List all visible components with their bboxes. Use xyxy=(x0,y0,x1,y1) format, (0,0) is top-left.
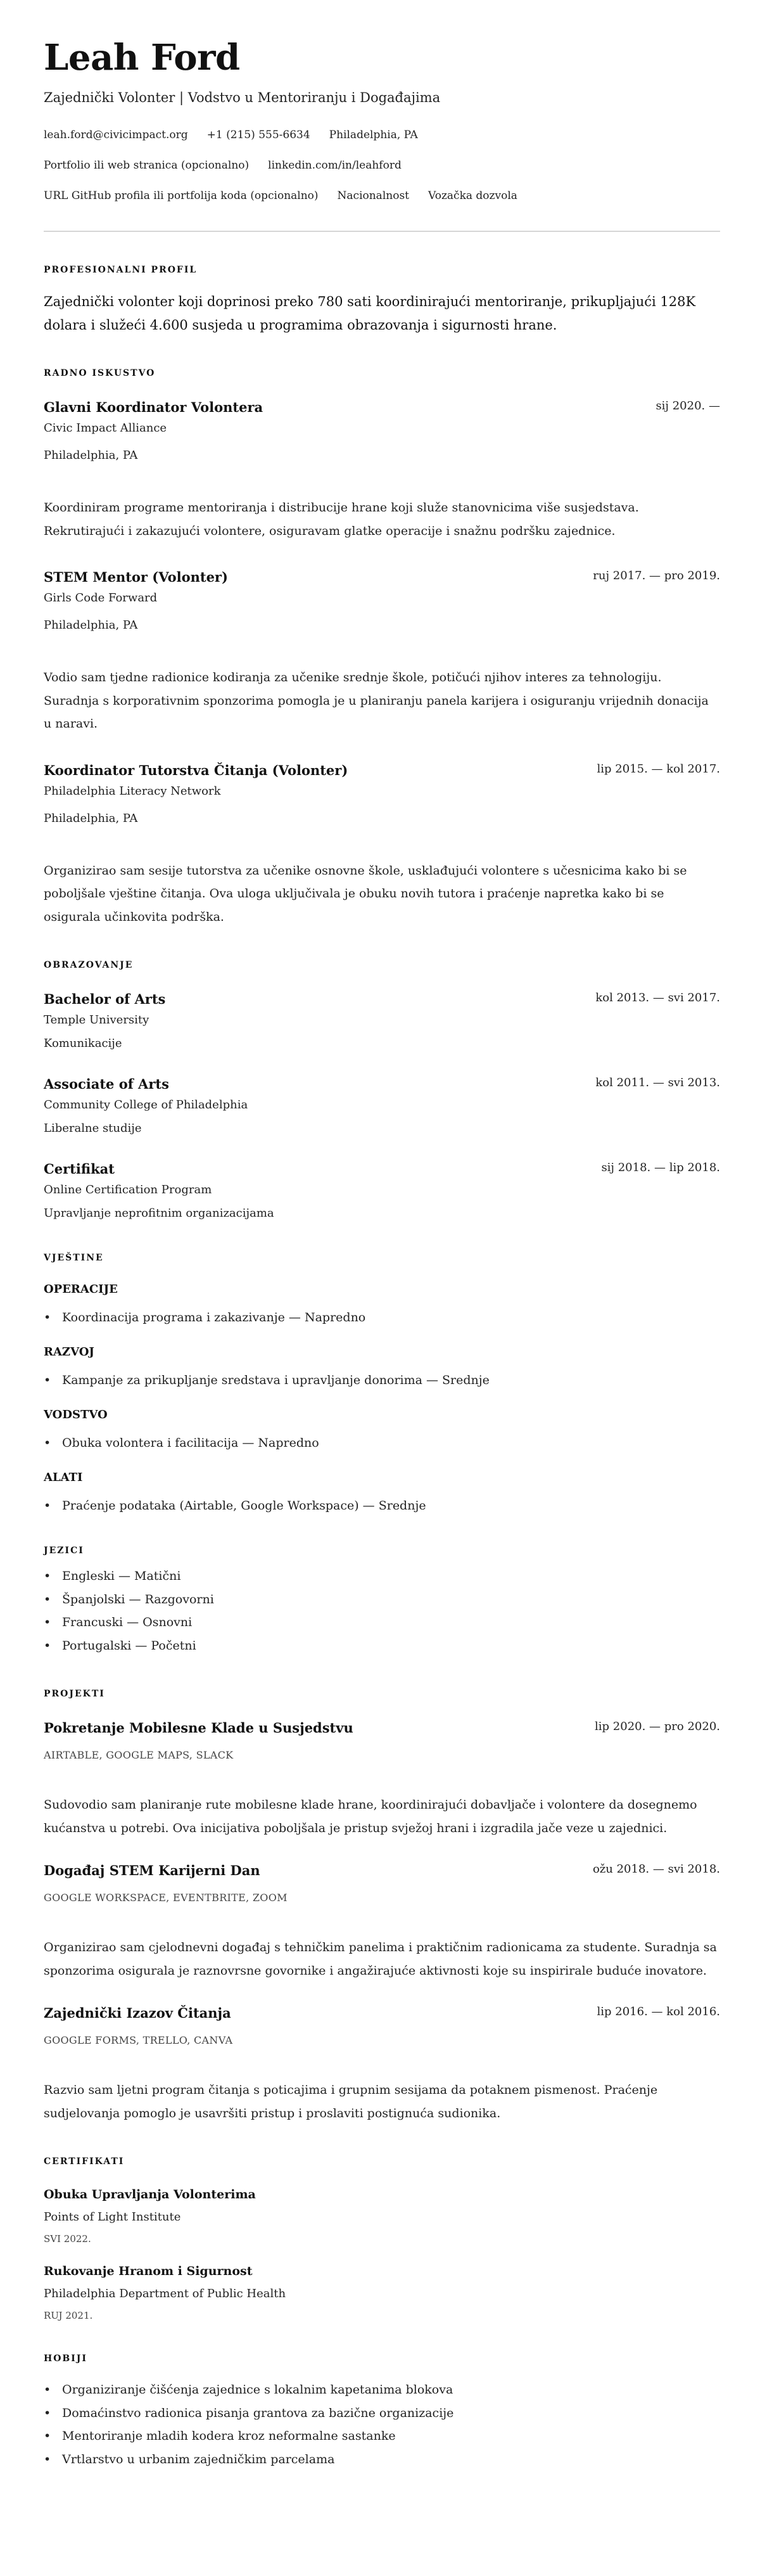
headline: Zajednički Volonter | Vodstvo u Mentoriranju i Događajima xyxy=(44,90,441,105)
linkedin-link[interactable]: linkedin.com/in/leahford xyxy=(268,159,402,172)
project-description: Razvio sam ljetni program čitanja s poticajima i grupnim sesijama da potaknem pismenost. Praćenje sudjelovanja pomoglo je usavršiti pristup i proslaviti postignuća sudionika. xyxy=(44,2083,658,2120)
skill-list xyxy=(44,1309,720,1326)
language-item: • Francuski — Osnovni xyxy=(44,1611,720,1634)
github-link[interactable]: URL GitHub profila ili portfolija koda (opcionalno) xyxy=(44,189,319,202)
language-item: • Španjolski — Razgovorni xyxy=(44,1588,720,1612)
experience-section xyxy=(44,367,720,928)
contact-row xyxy=(44,127,720,143)
skill-category: RAZVOJ xyxy=(44,1345,94,1359)
skill-category: ALATI xyxy=(44,1471,83,1484)
job-org: Girls Code Forward xyxy=(44,591,158,605)
hobby-list xyxy=(44,2378,720,2471)
header-divider xyxy=(44,231,720,232)
skill-item: • Koordinacija programa i zakazivanje — Napredno xyxy=(44,1309,720,1326)
job-description: Organizirao sam sesije tutorstva za učenike osnovne škole, usklađujući volontere s učesnicima kako bi se poboljšale vještine čitanja. Ova uloga uključivala je obuku novih tutora i praćenje napretka kako bi se osigurala učinkovita podrška. xyxy=(44,863,687,924)
project-description: Sudovodio sam planiranje rute mobilesne klade hrane, koordinirajući dobavljače i volontere da dosegnemo kućanstva u potrebi. Ova inicijativa poboljšala je pristup svježoj hrani i izgradila jače veze u zajednici. xyxy=(44,1798,697,1835)
language-item: • Engleski — Matični xyxy=(44,1565,720,1588)
degree: Associate of Arts xyxy=(44,1076,169,1092)
section-title: CERTIFIKATI xyxy=(44,2156,125,2167)
certification-date: SVI 2022. xyxy=(44,2233,91,2245)
skill-item: • Kampanje za prikupljanje sredstava i upravljanje donorima — Srednje xyxy=(44,1372,720,1388)
skill-item: • Obuka volontera i facilitacija — Napredno xyxy=(44,1435,720,1451)
project-title: Pokretanje Mobilesne Klade u Susjedstvu xyxy=(44,1720,353,1736)
portfolio-link[interactable]: Portfolio ili web stranica (opcionalno) xyxy=(44,159,250,172)
certification-name: Obuka Upravljanja Volonterima xyxy=(44,2188,256,2201)
project-description: Organizirao sam cjelodnevni događaj s tehničkim panelima i praktičnim radionicama za studente. Suradnja sa sponzorima osigurala je raznovrsne govornike i angažirajuće aktivnosti koje su inspirirale buduće inovatore. xyxy=(44,1940,717,1978)
project-tech: AIRTABLE, GOOGLE MAPS, SLACK xyxy=(44,1749,234,1761)
project-entry xyxy=(44,1720,720,1840)
hobby-item: • Domaćinstvo radionica pisanja grantova za bazične organizacije xyxy=(44,2402,720,2425)
location: Philadelphia, PA xyxy=(329,129,418,141)
section-title: VJEŠTINE xyxy=(44,1253,104,1263)
certification-issuer: Philadelphia Department of Public Health xyxy=(44,2287,286,2300)
project-entry xyxy=(44,2005,720,2125)
profile-summary: Zajednički volonter koji doprinosi preko 780 sati koordinirajući mentoriranje, prikupljajući 128K dolara i služeći 4.600 susjeda u programima obrazovanja i sigurnosti hrane. xyxy=(44,294,696,333)
school: Temple University xyxy=(44,1013,149,1027)
section-title: PROFESIONALNI PROFIL xyxy=(44,265,198,275)
job-date: sij 2020. — xyxy=(656,399,720,413)
job-entry xyxy=(44,762,720,929)
certification-entry xyxy=(44,2187,720,2245)
section-title: RADNO ISKUSTVO xyxy=(44,368,156,378)
section-title: JEZICI xyxy=(44,1546,84,1556)
job-entry xyxy=(44,399,720,542)
languages-section xyxy=(44,1544,720,1657)
skill-item: • Praćenje podataka (Airtable, Google Workspace) — Srednje xyxy=(44,1497,720,1514)
skill-list xyxy=(44,1435,720,1451)
job-location: Philadelphia, PA xyxy=(44,618,138,632)
email-link[interactable]: leah.ford@civicimpact.org xyxy=(44,129,188,141)
job-title: Koordinator Tutorstva Čitanja (Volonter) xyxy=(44,762,348,778)
drivers-license: Vozačka dozvola xyxy=(428,189,517,202)
field-of-study: Liberalne studije xyxy=(44,1122,142,1135)
skill-category: OPERACIJE xyxy=(44,1283,118,1296)
hobby-item: • Mentoriranje mladih kodera kroz neformalne sastanke xyxy=(44,2425,720,2448)
profile-section xyxy=(44,264,720,336)
skill-list xyxy=(44,1497,720,1514)
hobby-item: • Organiziranje čišćenja zajednice s lokalnim kapetanima blokova xyxy=(44,2378,720,2402)
education-date: kol 2011. — svi 2013. xyxy=(595,1076,720,1089)
section-title: PROJEKTI xyxy=(44,1689,105,1699)
field-of-study: Komunikacije xyxy=(44,1037,122,1050)
certification-entry xyxy=(44,2264,720,2322)
job-date: lip 2015. — kol 2017. xyxy=(597,762,720,776)
degree: Certifikat xyxy=(44,1161,115,1177)
skill-list xyxy=(44,1372,720,1388)
language-item: • Portugalski — Početni xyxy=(44,1634,720,1658)
contact-row xyxy=(44,157,720,174)
certification-issuer: Points of Light Institute xyxy=(44,2210,181,2224)
certification-name: Rukovanje Hranom i Sigurnost xyxy=(44,2264,253,2278)
job-org: Philadelphia Literacy Network xyxy=(44,784,221,798)
education-section xyxy=(44,959,720,1221)
nationality: Nacionalnost xyxy=(337,189,409,202)
skills-section xyxy=(44,1252,720,1514)
section-title: HOBIJI xyxy=(44,2354,87,2364)
job-description: Koordiniram programe mentoriranja i distribucije hrane koji služe stanovnicima više susjedstava. Rekrutirajući i zakazujući volontere, osiguravam glatke operacije i snažnu podršku zajednice. xyxy=(44,501,639,538)
field-of-study: Upravljanje neprofitnim organizacijama xyxy=(44,1207,274,1220)
degree: Bachelor of Arts xyxy=(44,991,166,1007)
phone: +1 (215) 555-6634 xyxy=(206,129,310,141)
project-date: lip 2020. — pro 2020. xyxy=(595,1720,720,1733)
candidate-name: Leah Ford xyxy=(44,37,240,79)
job-entry xyxy=(44,569,720,736)
education-entry xyxy=(44,1161,720,1221)
project-tech: GOOGLE WORKSPACE, EVENTBRITE, ZOOM xyxy=(44,1892,288,1904)
project-entry xyxy=(44,1862,720,1982)
school: Online Certification Program xyxy=(44,1183,212,1196)
job-location: Philadelphia, PA xyxy=(44,811,138,825)
hobbies-section xyxy=(44,2352,720,2471)
project-title: Zajednički Izazov Čitanja xyxy=(44,2005,231,2021)
contact-row xyxy=(44,188,720,204)
projects-section xyxy=(44,1688,720,2125)
education-date: kol 2013. — svi 2017. xyxy=(595,991,720,1004)
job-title: Glavni Koordinator Volontera xyxy=(44,399,263,415)
job-title: STEM Mentor (Volonter) xyxy=(44,569,228,585)
project-title: Događaj STEM Karijerni Dan xyxy=(44,1862,260,1878)
education-date: sij 2018. — lip 2018. xyxy=(601,1161,720,1174)
project-date: lip 2016. — kol 2016. xyxy=(597,2005,720,2018)
language-list xyxy=(44,1565,720,1657)
job-date: ruj 2017. — pro 2019. xyxy=(593,569,720,582)
job-location: Philadelphia, PA xyxy=(44,449,138,462)
resume-header xyxy=(44,37,720,204)
school: Community College of Philadelphia xyxy=(44,1098,248,1112)
hobby-item: • Vrtlarstvo u urbanim zajedničkim parcelama xyxy=(44,2448,720,2471)
skill-category: VODSTVO xyxy=(44,1408,108,1421)
project-date: ožu 2018. — svi 2018. xyxy=(592,1862,720,1876)
certification-date: RUJ 2021. xyxy=(44,2310,93,2321)
section-title: OBRAZOVANJE xyxy=(44,960,134,970)
project-tech: GOOGLE FORMS, TRELLO, CANVA xyxy=(44,2034,233,2046)
certifications-section xyxy=(44,2155,720,2322)
job-description: Vodio sam tjedne radionice kodiranja za učenike srednje škole, potičući njihov interes za tehnologiju. Suradnja s korporativnim sponzorima pomogla je u planiranju panela karijera i osiguranju vrijednih donacija u naravi. xyxy=(44,670,709,731)
education-entry xyxy=(44,991,720,1051)
education-entry xyxy=(44,1076,720,1136)
job-org: Civic Impact Alliance xyxy=(44,421,167,435)
